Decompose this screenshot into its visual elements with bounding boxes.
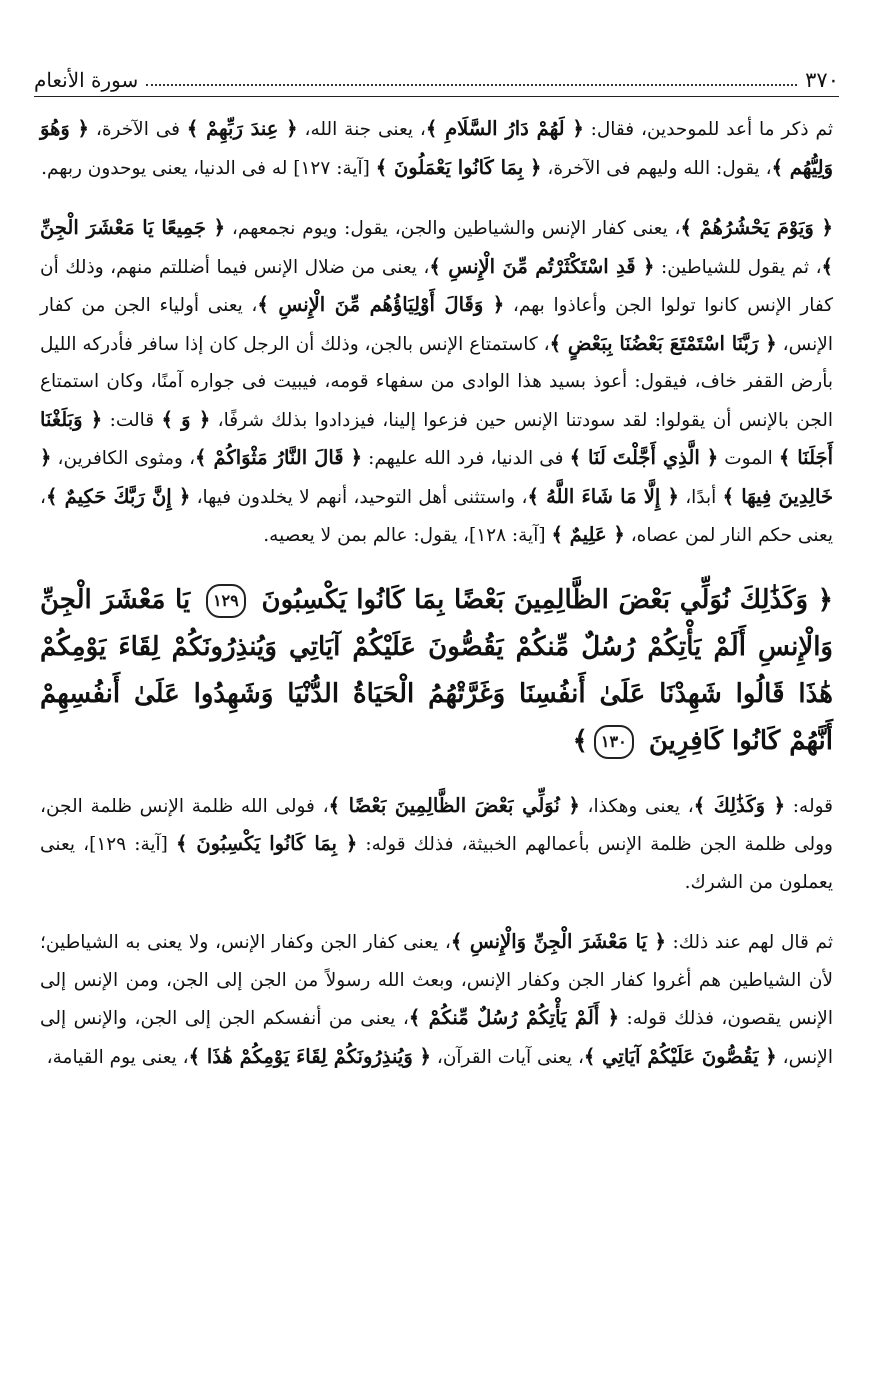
commentary-paragraph bbox=[40, 110, 833, 187]
quran-quote: ﴿ نُوَلِّي بَعْضَ الظَّالِمِينَ بَعْضًا ﴾ bbox=[328, 793, 580, 817]
commentary-text: ، يعنى يوم القيامة، bbox=[46, 1046, 189, 1068]
commentary-text: ، ثم يقول للشياطين: bbox=[654, 256, 822, 278]
header-dotted-leader bbox=[146, 84, 797, 86]
commentary-text: [آية: ١٢٨]، يقول: عالم بمن لا يعصيه. bbox=[263, 525, 552, 546]
commentary-text: ، يعنى آيات القرآن، bbox=[430, 1046, 584, 1068]
commentary-text: ثم ذكر ما أعد للموحدين، فقال: bbox=[583, 119, 833, 140]
page-number: ٣٧٠ bbox=[805, 68, 839, 92]
commentary-text: ، يعنى كفار الإنس والشياطين والجن، يقول: ويوم نجمعهم، bbox=[225, 218, 681, 239]
commentary-text: ، يعنى من ضلال الإنس فيما أضللتم منهم، وذلك أن كفار الإنس كانوا تولوا الجن وأعاذوا بهم، bbox=[40, 256, 834, 316]
quran-quote: ﴿ بِمَا كَانُوا يَعْمَلُونَ ﴾ bbox=[375, 155, 542, 179]
verse-number-marker: ١٣٠ bbox=[594, 725, 634, 759]
quran-verse-block bbox=[40, 577, 833, 765]
quran-quote: ﴿ عِندَ رَبِّهِمْ ﴾ bbox=[186, 117, 298, 140]
commentary-text: ، يعنى جنة الله، bbox=[297, 119, 426, 140]
quran-quote: ﴿ وَكَذَٰلِكَ ﴾ bbox=[693, 793, 786, 817]
sura-title: سورة الأنعام bbox=[34, 68, 139, 92]
quran-quote: ﴿ يَقُصُّونَ عَلَيْكُمْ آيَاتِي ﴾ bbox=[583, 1044, 777, 1068]
quran-quote: ﴿ وَيُنذِرُونَكُمْ لِقَاءَ يَوْمِكُمْ هَٰذَا ﴾ bbox=[188, 1044, 431, 1068]
verse-text: وَكَذَٰلِكَ نُوَلِّي بَعْضَ الظَّالِمِينَ بَعْضًا بِمَا كَانُوا يَكْسِبُونَ bbox=[251, 584, 818, 615]
commentary-text: قوله: bbox=[785, 795, 833, 817]
page-body bbox=[40, 110, 833, 1382]
quran-quote: ﴿ وَ ﴾ bbox=[161, 407, 211, 431]
quran-quote: ﴿ بِمَا كَانُوا يَكْسِبُونَ ﴾ bbox=[175, 832, 358, 855]
verse-number-marker: ١٢٩ bbox=[206, 584, 246, 618]
verse-text: يَا مَعْشَرَ الْجِنِّ وَالْإِنسِ أَلَمْ يَأْتِكُمْ رُسُلٌ مِّنكُمْ يَقُصُّونَ عَلَيْكُمْ آيَاتِي وَيُنذِرُونَكُمْ لِقَاءَ يَوْمِكُمْ هَٰذَا قَالُوا شَهِدْنَا عَلَىٰ أَنفُسِنَا وَغَرَّتْهُمُ الْحَيَاةُ الدُّنْيَا وَشَهِدُوا عَلَىٰ أَنفُسِهِمْ أَنَّهُمْ كَانُوا كَافِرِينَ bbox=[40, 584, 833, 756]
commentary-text: فى الدنيا، فرد الله عليهم: bbox=[362, 448, 570, 469]
commentary-text: [آية: ١٢٧] له فى الدنيا، يعنى يوحدون ربهم. bbox=[41, 157, 376, 179]
quran-quote: ﴿ رَبَّنَا اسْتَمْتَعَ بَعْضُنَا بِبَعْضٍ ﴾ bbox=[549, 331, 777, 355]
quran-quote: ﴿ إِنَّ رَبَّكَ حَكِيمٌ ﴾ bbox=[45, 484, 191, 508]
commentary-text: الموت bbox=[718, 448, 779, 469]
verse-open-bracket: ﴿ bbox=[817, 584, 833, 615]
commentary-text: ، فولى الله ظلمة الإنس ظلمة الجن، وولى ظلمة الجن ظلمة الإنس بأعمالهم الخبيثة، فذلك قوله: bbox=[40, 795, 833, 855]
commentary-text: فى الآخرة، bbox=[88, 119, 187, 140]
commentary-text: [آية: ١٢٩]، يعنى يعملون من الشرك. bbox=[40, 834, 833, 893]
quran-quote: ﴿ لَهُمْ دَارُ السَّلَامِ ﴾ bbox=[425, 117, 584, 140]
quran-quote: ﴿ وَهُوَ وَلِيُّهُم ﴾ bbox=[40, 117, 833, 179]
commentary-paragraph bbox=[40, 787, 833, 902]
quran-quote: ﴿ وَيَوْمَ يَحْشُرُهُمْ ﴾ bbox=[680, 216, 833, 239]
commentary-paragraph bbox=[40, 209, 833, 555]
commentary-text: ، كاستمتاع الإنس بالجن، وذلك أن الرجل كان إذا سافر فأدركه الليل بأرض القفر خاف، فيقول: أعوذ بسيد هذا الوادى من سفهاء قومه، فيبيت فى جواره آمنًا، وكان استمتاع الجن بالإنس أن يقولوا: لقد سودتنا الإنس حين فزعوا إلينا، فيزدادوا بذلك شرفًا، bbox=[40, 333, 834, 431]
commentary-text: ثم قال لهم عند ذلك: bbox=[665, 932, 833, 953]
quran-quote: ﴿ عَلِيمٌ ﴾ bbox=[551, 523, 625, 546]
header-rule bbox=[34, 96, 839, 97]
commentary-text: ، ومثوى الكافرين، bbox=[51, 448, 196, 469]
commentary-text: ، يعنى وهكذا، bbox=[579, 795, 694, 817]
commentary-text: أبدًا، bbox=[678, 486, 723, 508]
commentary-text: ، يعنى حكم النار لمن عصاه، bbox=[40, 486, 833, 546]
commentary-text: ، يعنى كفار الجن وكفار الإنس، ولا يعنى به الشياطين؛ لأن الشياطين هم أغروا كفار الجن وكفار الإنس، وبعث الله رسولاً من الجن إلى الجن، ومن الإنس إلى الإنس يقصون، فذلك قوله: bbox=[40, 932, 833, 1029]
commentary-text: قالت: bbox=[102, 409, 162, 431]
quran-quote: ﴿ جَمِيعًا يَا مَعْشَرَ الْجِنِّ ﴾ bbox=[40, 216, 833, 278]
verse-close-bracket: ﴾ bbox=[572, 725, 588, 756]
commentary-text: ، واستثنى أهل التوحيد، أنهم لا يخلدون فيها، bbox=[190, 486, 528, 508]
quran-quote: ﴿ خَالِدِينَ فِيهَا ﴾ bbox=[40, 446, 833, 508]
page-header bbox=[34, 58, 839, 92]
commentary-paragraph bbox=[40, 923, 833, 1076]
quran-quote: ﴿ الَّذِي أَجَّلْتَ لَنَا ﴾ bbox=[569, 446, 719, 469]
commentary-text: ، يعنى من أنفسكم الجن إلى الجن، والإنس إلى الإنس، bbox=[40, 1008, 833, 1068]
quran-quote: ﴿ قَالَ النَّارُ مَثْوَاكُمْ ﴾ bbox=[195, 446, 363, 469]
quran-quote: ﴿ وَبَلَغْنَا أَجَلَنَا ﴾ bbox=[40, 407, 833, 469]
commentary-text: ، يقول: الله وليهم فى الآخرة، bbox=[541, 157, 772, 179]
quran-quote: ﴿ يَا مَعْشَرَ الْجِنِّ وَالْإِنسِ ﴾ bbox=[450, 930, 666, 953]
quran-quote: ﴿ أَلَمْ يَأْتِكُمْ رُسُلٌ مِّنكُمْ ﴾ bbox=[408, 1006, 620, 1029]
quran-quote: ﴿ وَقَالَ أَوْلِيَاؤُهُم مِّنَ الْإِنسِ ﴾ bbox=[257, 293, 505, 316]
quran-quote: ﴿ إِلَّا مَا شَاءَ اللَّهُ ﴾ bbox=[527, 484, 679, 508]
commentary-text: ، يعنى أولياء الجن من كفار الإنس، bbox=[40, 295, 833, 355]
quran-quote: ﴿ قَدِ اسْتَكْثَرْتُم مِّنَ الْإِنسِ ﴾ bbox=[429, 254, 655, 278]
